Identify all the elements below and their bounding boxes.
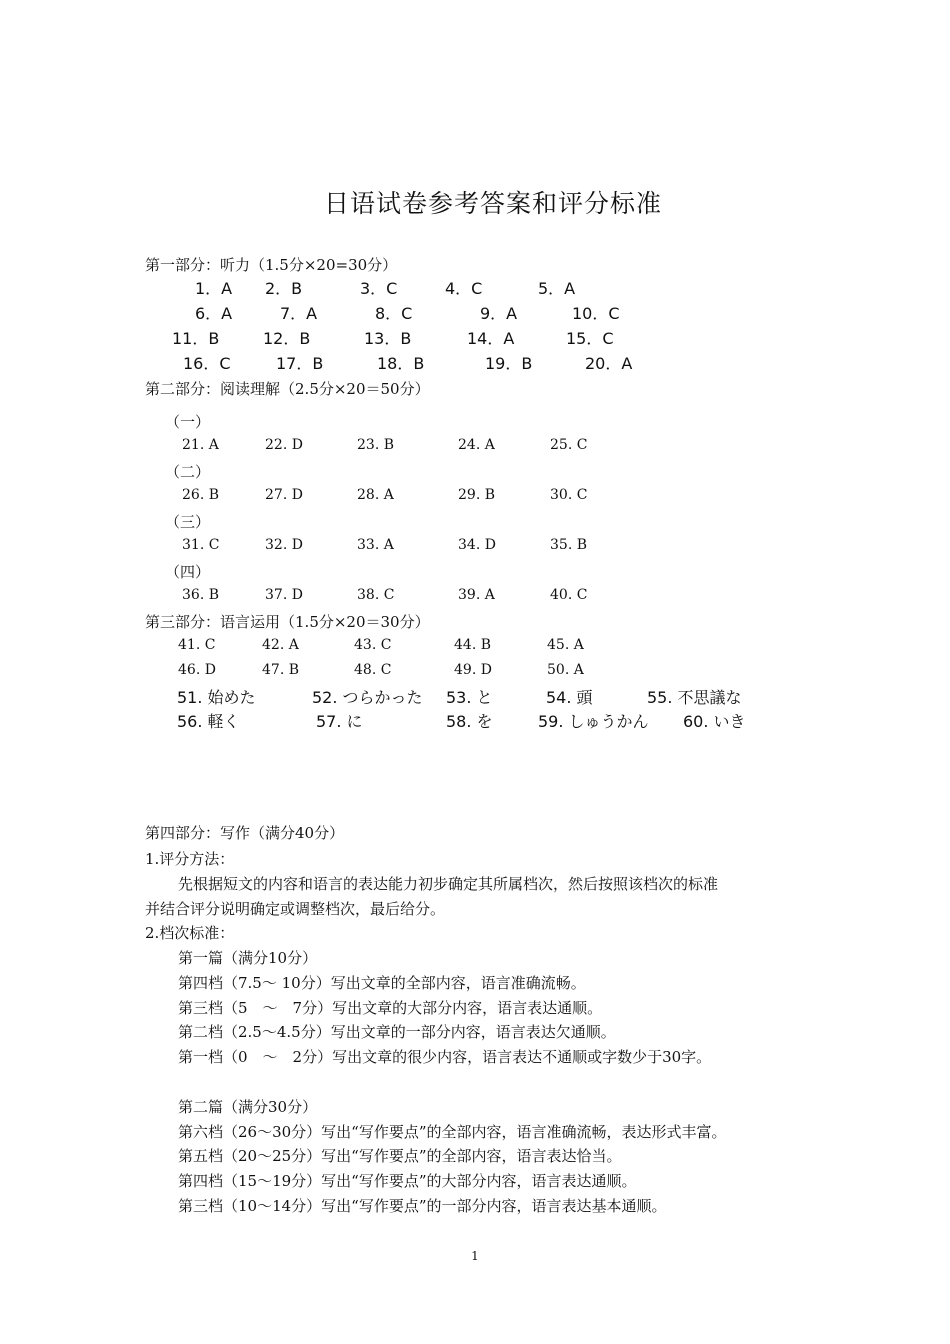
method-text: 并结合评分说明确定或调整档次，最后给分。	[145, 900, 446, 918]
answer: 55. 不思議な	[647, 688, 742, 707]
answer: 60. いき	[683, 712, 746, 731]
answer: 33. A	[357, 537, 394, 553]
listening-row	[0, 351, 950, 371]
answer: 18．B	[377, 354, 425, 373]
answer: 39. A	[458, 587, 495, 603]
answer: 42. A	[262, 637, 299, 653]
answer: 57. に	[316, 712, 363, 731]
essay2-title: 第二篇（满分30分）	[178, 1098, 318, 1116]
reading-row	[0, 587, 950, 607]
reading-row	[0, 437, 950, 457]
answer: 27. D	[265, 487, 303, 503]
answer: 43. C	[354, 637, 392, 653]
level-line: 第四档（15～19分）写出“写作要点”的大部分内容，语言表达通顺。	[178, 1172, 637, 1190]
answer: 2．B	[265, 279, 303, 298]
answer: 29. B	[458, 487, 496, 503]
listening-row	[0, 276, 950, 296]
answer: 24. A	[458, 437, 495, 453]
answer: 17．B	[276, 354, 324, 373]
page-number: 1	[471, 1249, 479, 1263]
method-title: 1.评分方法：	[145, 850, 235, 868]
answer: 28. A	[357, 487, 394, 503]
part3-header: 第三部分：语言运用（1.5分×20＝30分）	[145, 613, 430, 631]
answer: 52. つらかった	[312, 688, 423, 707]
group-label: （一）	[165, 413, 211, 431]
answer: 14．A	[467, 329, 515, 348]
answer: 40. C	[550, 587, 588, 603]
listening-row	[0, 301, 950, 321]
answer: 26. B	[182, 487, 220, 503]
answer: 16．C	[183, 354, 231, 373]
answer: 23. B	[357, 437, 395, 453]
part2-header: 第二部分：阅读理解（2.5分×20＝50分）	[145, 380, 430, 398]
fill-row	[0, 685, 950, 705]
document-title: 日语试卷参考答案和评分标准	[323, 189, 662, 218]
group-label: （二）	[165, 463, 211, 481]
answer: 44. B	[454, 637, 492, 653]
answer: 51. 始めた	[177, 688, 256, 707]
answer: 49. D	[454, 662, 492, 678]
answer: 1．A	[195, 279, 233, 298]
answer: 25. C	[550, 437, 588, 453]
answer: 10．C	[572, 304, 620, 323]
answer: 9．A	[480, 304, 518, 323]
level-line: 第二档（2.5～4.5分）写出文章的一部分内容，语言表达欠通顺。	[178, 1023, 616, 1041]
answer: 31. C	[182, 537, 220, 553]
essay1-title: 第一篇（满分10分）	[178, 949, 318, 967]
answer: 6．A	[195, 304, 233, 323]
answer: 30. C	[550, 487, 588, 503]
answer: 13．B	[364, 329, 412, 348]
reading-row	[0, 537, 950, 557]
answer: 12．B	[263, 329, 311, 348]
answer: 20．A	[585, 354, 633, 373]
answer: 37. D	[265, 587, 303, 603]
level-line: 第三档（5 ～ 7分）写出文章的大部分内容，语言表达通顺。	[178, 999, 603, 1017]
answer: 54. 頭	[546, 688, 593, 707]
answer: 36. B	[182, 587, 220, 603]
level-line: 第一档（0 ～ 2分）写出文章的很少内容，语言表达不通顺或字数少于30字。	[178, 1048, 712, 1066]
answer: 38. C	[357, 587, 395, 603]
reading-row	[0, 487, 950, 507]
answer: 19．B	[485, 354, 533, 373]
answer: 34. D	[458, 537, 496, 553]
answer: 35. B	[550, 537, 588, 553]
level-line: 第五档（20～25分）写出“写作要点”的全部内容，语言表达恰当。	[178, 1147, 622, 1165]
answer: 53. と	[446, 688, 493, 707]
method-text: 先根据短文的内容和语言的表达能力初步确定其所属档次，然后按照该档次的标准	[178, 875, 719, 893]
answer: 59. しゅうかん	[538, 712, 649, 731]
answer: 41. C	[178, 637, 216, 653]
group-label: （三）	[165, 513, 211, 531]
answer: 3．C	[360, 279, 398, 298]
answer: 32. D	[265, 537, 303, 553]
part1-header: 第一部分：听力（1.5分×20=30分）	[145, 256, 398, 274]
usage-row	[0, 662, 950, 682]
level-line: 第四档（7.5～ 10分）写出文章的全部内容，语言准确流畅。	[178, 974, 586, 992]
answer: 47. B	[262, 662, 300, 678]
answer: 4．C	[445, 279, 483, 298]
answer: 58. を	[446, 712, 493, 731]
level-title: 2.档次标准：	[145, 924, 235, 942]
answer: 7．A	[280, 304, 318, 323]
level-line: 第三档（10～14分）写出“写作要点”的一部分内容，语言表达基本通顺。	[178, 1197, 667, 1215]
answer: 21. A	[182, 437, 219, 453]
answer: 5．A	[538, 279, 576, 298]
answer: 8．C	[375, 304, 413, 323]
fill-row	[0, 709, 950, 729]
group-label: （四）	[165, 563, 211, 581]
answer: 50. A	[547, 662, 584, 678]
answer: 15．C	[566, 329, 614, 348]
level-line: 第六档（26～30分）写出“写作要点”的全部内容，语言准确流畅，表达形式丰富。	[178, 1123, 727, 1141]
answer: 46. D	[178, 662, 216, 678]
answer: 56. 軽く	[177, 712, 240, 731]
part4-header: 第四部分：写作（满分40分）	[145, 824, 345, 842]
usage-row	[0, 637, 950, 657]
listening-row	[0, 326, 950, 346]
answer: 45. A	[547, 637, 584, 653]
answer: 48. C	[354, 662, 392, 678]
answer: 11．B	[172, 329, 220, 348]
answer: 22. D	[265, 437, 303, 453]
